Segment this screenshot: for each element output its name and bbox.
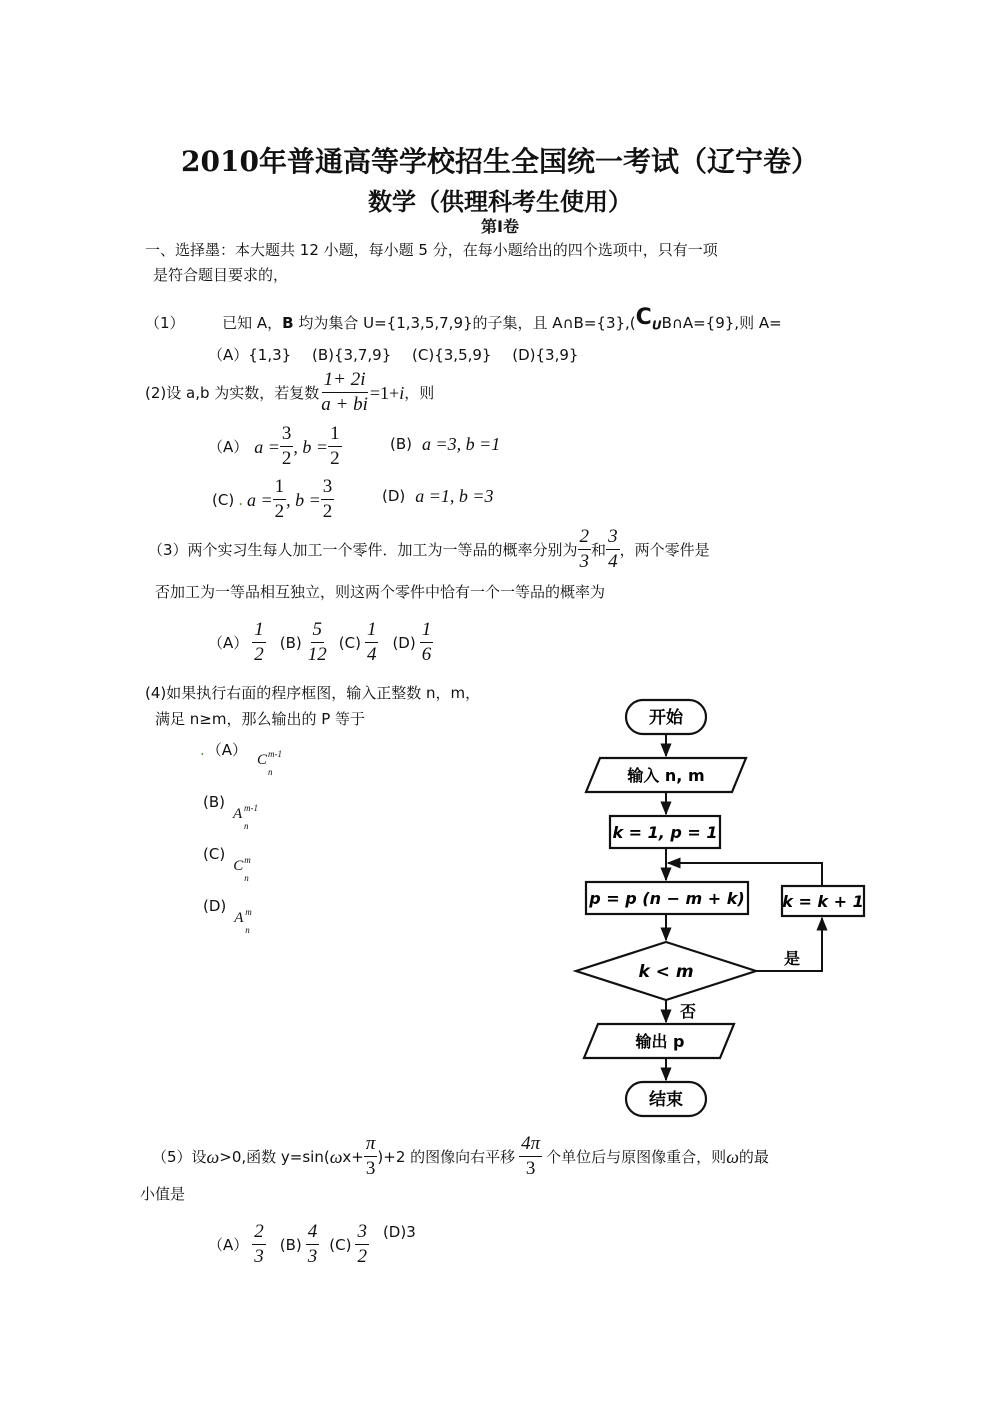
question-5-options xyxy=(208,1220,416,1269)
q4-option-d[interactable] xyxy=(203,896,264,935)
stray-dot: . xyxy=(238,490,243,509)
q3-stem-a: （3）两个实习生每人加工一个零件．加工为一等品的概率分别为 xyxy=(148,540,578,559)
q2-option-a[interactable] xyxy=(208,422,342,471)
program-flowchart xyxy=(560,690,880,1130)
volume-label: 第Ⅰ卷 xyxy=(481,217,519,236)
question-5-stem xyxy=(152,1132,769,1181)
q2-stem-b: =1+ xyxy=(369,382,400,403)
q5-option-b[interactable]: (B) $\frac{4}{3}$ xyxy=(279,1221,318,1267)
page-subtitle: 数学（供理科考生使用） xyxy=(368,187,632,216)
q3-stem-line2: 否加工为一等品相互独立，则这两个零件中恰有一个一等品的概率为 xyxy=(155,583,606,601)
flowchart-start-label: 开始 xyxy=(649,708,683,728)
math-expr: a = xyxy=(246,489,273,510)
q4-stem-line2: 满足 n≥m，那么输出的 P 等于 xyxy=(155,710,366,728)
question-3-options xyxy=(208,618,433,667)
q1-text-a: 已知 A， xyxy=(222,314,283,332)
q5-stem-a: （5）设 xyxy=(152,1147,207,1166)
option-label: (D) xyxy=(203,897,227,915)
q5-stem-b: >0,函数 y=sin( xyxy=(219,1147,330,1166)
fraction: $\frac{1}{2}$ xyxy=(330,423,340,469)
q1-text-c: 均为集合 U={1,3,5,7,9}的子集，且 A∩B={3},( xyxy=(293,314,636,332)
flowchart-condition-label: k < m xyxy=(638,962,694,982)
q2-stem-i: i xyxy=(399,382,405,403)
q5-stem-e: 个单位后与原图像重合，则 xyxy=(546,1147,727,1166)
q5-option-a[interactable]: （A） $\frac{2}{3}$ xyxy=(208,1221,264,1267)
q2-option-b[interactable] xyxy=(390,434,500,454)
q3-option-a[interactable]: （A） $\frac{1}{2}$ xyxy=(208,619,264,665)
question-2-stem xyxy=(145,368,434,417)
fraction: $\frac{4\pi}{3}$ xyxy=(521,1133,541,1179)
complement-symbol: $C_U$ xyxy=(635,305,662,333)
question-1-stem xyxy=(145,305,782,339)
omega-symbol: ω xyxy=(726,1146,739,1167)
q1-text-d: B∩A={9},则 A= xyxy=(661,314,782,332)
fraction: $\frac{3}{4}$ xyxy=(608,526,618,572)
stray-dot: . xyxy=(200,741,205,759)
flowchart-end-label: 结束 xyxy=(649,1090,683,1110)
q5-stem-line2: 小值是 xyxy=(140,1185,186,1203)
option-label: (B) xyxy=(203,793,225,811)
flowchart-no-label: 否 xyxy=(679,1002,697,1021)
omega-symbol: ω xyxy=(329,1146,343,1167)
option-label: (B) xyxy=(390,435,412,453)
combination-symbol: C m-1 n xyxy=(257,749,283,777)
arrangement-symbol: A m-1 n xyxy=(233,803,258,831)
fraction: $\frac{3}{2}$ xyxy=(322,476,333,522)
flowchart-yes-label: 是 xyxy=(783,949,801,968)
option-label: (C) xyxy=(212,490,235,509)
option-label: （A） xyxy=(206,741,248,759)
page-title: 2010年普通高等学校招生全国统一考试（辽宁卷） xyxy=(181,145,819,178)
q3-stem-b: ，两个零件是 xyxy=(619,540,710,559)
q2-fraction: $\frac{1+ 2i}{a + bi}$ xyxy=(321,369,368,415)
q3-option-b[interactable]: (B) $\frac{5}{12}$ xyxy=(279,619,327,665)
q4-option-a[interactable] xyxy=(200,740,287,777)
question-number: （1） xyxy=(145,314,185,332)
fraction: $\frac{1}{2}$ xyxy=(274,476,285,522)
math-expr: a =3, b =1 xyxy=(422,434,501,454)
fraction: $\frac{\pi}{3}$ xyxy=(365,1133,376,1179)
section-instruction-line1: 一、选择墨：本大题共 12 小题，每小题 5 分，在每小题给出的四个选项中，只有一项 xyxy=(145,241,718,259)
math-expr: a = xyxy=(254,436,280,457)
q4-stem-line1: (4)如果执行右面的程序框图，输入正整数 n，m， xyxy=(145,684,481,702)
arrangement-symbol: A m n xyxy=(234,907,252,935)
q5-stem-f: 的最 xyxy=(738,1147,769,1166)
fraction: $\frac{2}{3}$ xyxy=(579,526,590,572)
question-3-stem xyxy=(148,525,710,574)
flowchart-input-label: 输入 n, m xyxy=(627,766,705,785)
option-label: （A） xyxy=(208,437,249,456)
q1-option-a[interactable]: （A）{1,3} xyxy=(208,346,292,364)
q5-option-c[interactable]: (C) $\frac{3}{2}$ xyxy=(329,1221,367,1267)
q1-option-d[interactable]: (D){3,9} xyxy=(512,346,579,364)
math-expr: , b = xyxy=(293,436,329,457)
combination-symbol: C m n xyxy=(233,855,251,883)
q2-option-d[interactable] xyxy=(382,486,494,506)
flowchart-init-label: k = 1, p = 1 xyxy=(612,823,718,842)
section-instruction-line2: 是符合题目要求的， xyxy=(153,266,289,284)
q2-stem-a: (2)设 a,b 为实数，若复数 xyxy=(145,383,320,402)
option-label: (C) xyxy=(203,845,226,863)
q3-option-c[interactable]: (C) $\frac{1}{4}$ xyxy=(338,619,377,665)
question-1-options xyxy=(208,345,594,365)
q4-option-c[interactable] xyxy=(203,844,263,883)
q1-text-b: B xyxy=(282,314,294,332)
option-label: (D) xyxy=(382,487,406,505)
q1-option-b[interactable]: (B){3,7,9} xyxy=(312,346,392,364)
fraction: $\frac{3}{2}$ xyxy=(281,423,292,469)
flowchart-increment-label: k = k + 1 xyxy=(782,892,864,911)
q5-stem-c: x+ xyxy=(342,1147,364,1166)
q4-option-b[interactable] xyxy=(203,792,263,831)
math-expr: a =1, b =3 xyxy=(415,486,494,506)
q2-stem-c: ，则 xyxy=(404,383,435,402)
q2-option-c[interactable] xyxy=(212,475,334,524)
q5-option-d[interactable]: (D)3 xyxy=(382,1223,416,1241)
q3-option-d[interactable]: (D) $\frac{1}{6}$ xyxy=(392,619,432,665)
q3-stem-and: 和 xyxy=(591,540,607,559)
q5-stem-d: )+2 的图像向右平移 xyxy=(377,1147,516,1166)
omega-symbol: ω xyxy=(206,1146,220,1167)
q1-option-c[interactable]: (C){3,5,9} xyxy=(412,346,492,364)
math-expr: , b = xyxy=(286,489,321,510)
flowchart-process-label: p = p (n − m + k) xyxy=(589,889,745,908)
flowchart-output-label: 输出 p xyxy=(635,1032,685,1051)
